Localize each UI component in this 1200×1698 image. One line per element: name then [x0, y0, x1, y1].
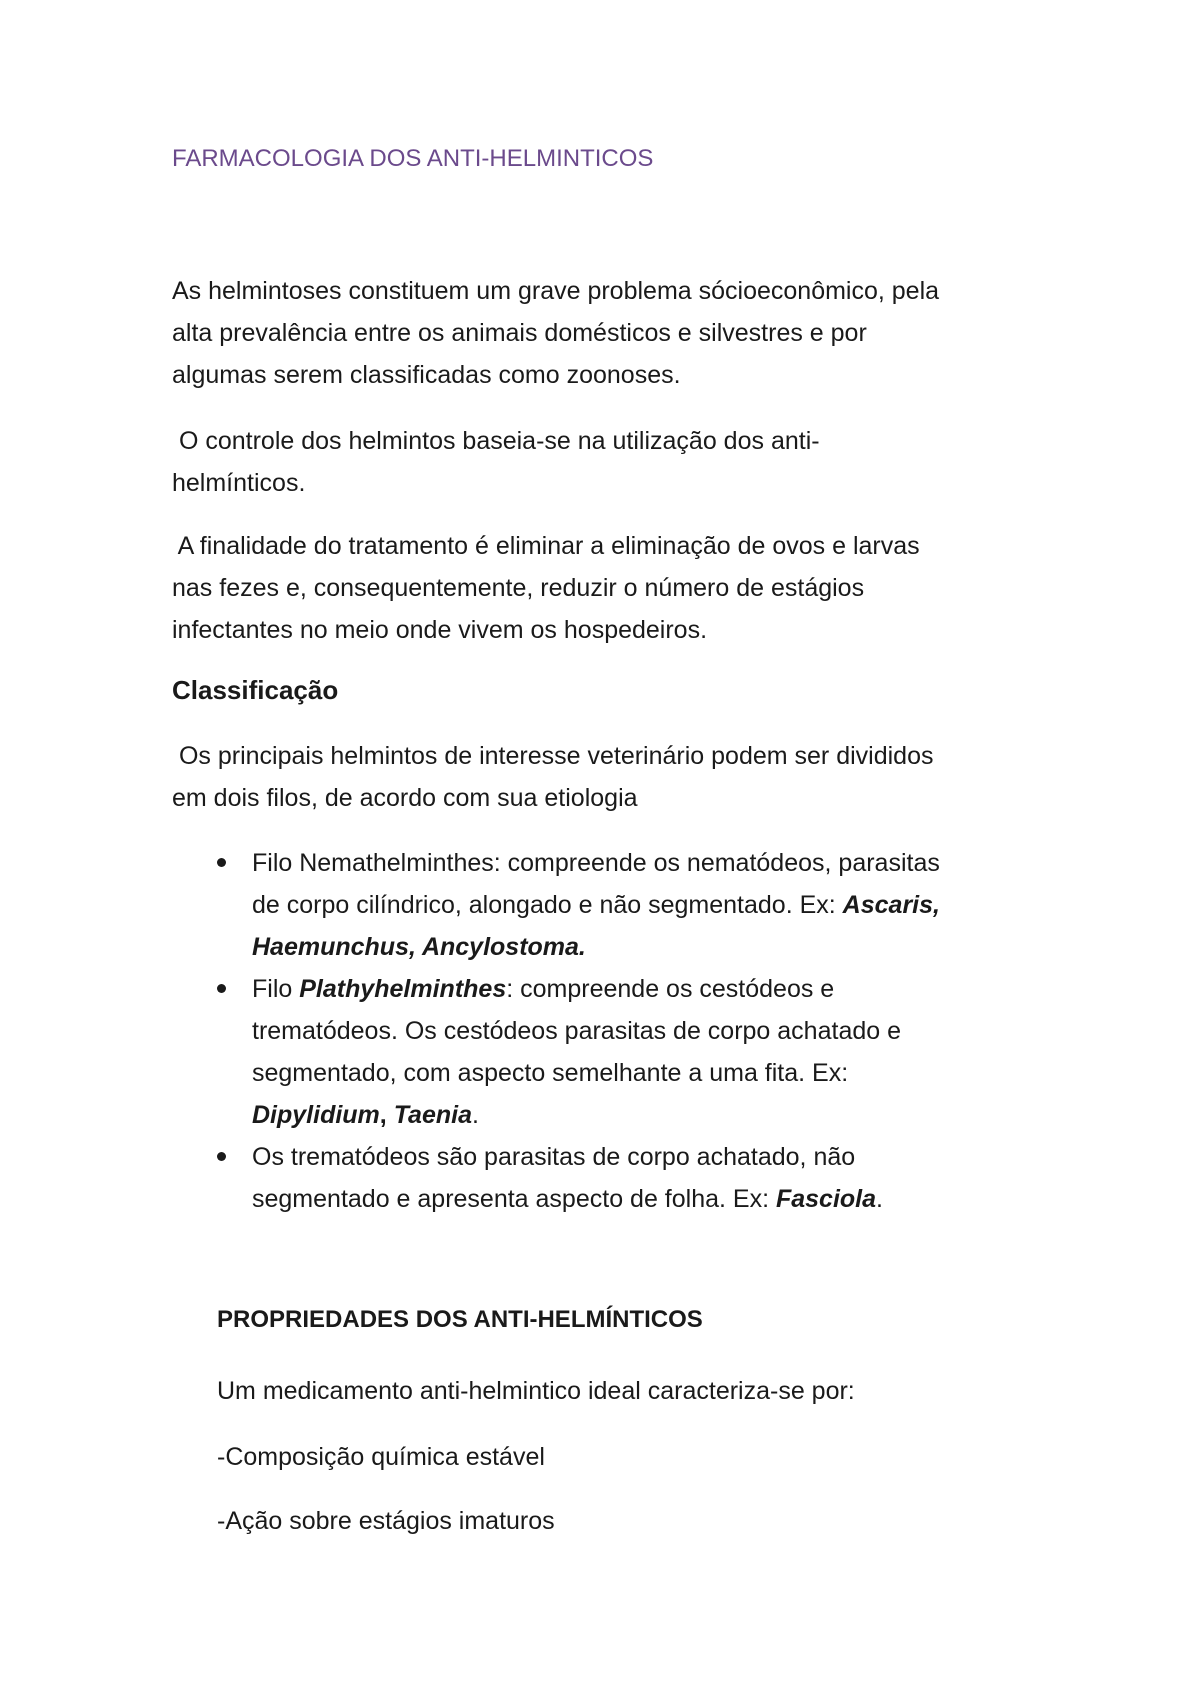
bullet-icon [217, 1152, 226, 1161]
genus-fasciola: Fasciola [775, 1185, 877, 1213]
intro-p1-line2: alta prevalência entre os animais domésticos e silvestres e por [172, 319, 867, 347]
intro-p2-line2: helmínticos. [172, 469, 306, 497]
bullet3-line2-text: segmentado e apresenta aspecto de folha. Ex: [252, 1185, 776, 1213]
bullet2-line2: trematódeos. Os cestódeos parasitas de corpo achatado e [252, 1017, 901, 1045]
intro-p1-line3: algumas serem classificadas como zoonoses. [172, 361, 681, 389]
bullet2-line1 [252, 968, 834, 1010]
intro-p3-line3: infectantes no meio onde vivem os hospedeiros. [172, 616, 708, 644]
bullet2-line1-pre: Filo [252, 975, 300, 1003]
bullet3-end: . [876, 1185, 883, 1213]
bullet2-line4 [252, 1094, 479, 1136]
intro-p3-line2: nas fezes e, consequentemente, reduzir o número de estágios [172, 574, 865, 602]
bullet2-sep: , [379, 1101, 394, 1129]
bullet-icon [217, 984, 226, 993]
bullet1-line1: Filo Nemathelminthes: compreende os nematódeos, parasitas [252, 849, 940, 877]
bullet1-line2 [252, 884, 940, 926]
propriedades-item: -Composição química estável [217, 1443, 545, 1471]
phylum-plathyhelminthes: Plathyhelminthes [299, 975, 507, 1003]
propriedades-item: -Ação sobre estágios imaturos [217, 1507, 555, 1535]
bullet1-line3 [252, 926, 586, 968]
bullet3-line1: Os trematódeos são parasitas de corpo achatado, não [252, 1143, 856, 1171]
bullet1-line2-text: de corpo cilíndrico, alongado e não segmentado. Ex: [252, 891, 843, 919]
intro-p3-line1: A finalidade do tratamento é eliminar a eliminação de ovos e larvas [172, 532, 920, 560]
bullet2-line3: segmentado, com aspecto semelhante a uma fita. Ex: [252, 1059, 849, 1087]
genus-haemunchus-ancylostoma: Haemunchus, Ancylostoma. [252, 933, 586, 961]
classificacao-p-line1: Os principais helmintos de interesse veterinário podem ser divididos [172, 742, 934, 770]
section-heading-propriedades: PROPRIEDADES DOS ANTI-HELMÍNTICOS [217, 1306, 703, 1333]
bullet3-line2 [252, 1178, 883, 1220]
propriedades-intro: Um medicamento anti-helmintico ideal caracteriza-se por: [217, 1377, 855, 1405]
bullet2-line1-post: : compreende os cestódeos e [506, 975, 835, 1003]
bullet2-end: . [471, 1101, 479, 1129]
classificacao-p-line2: em dois filos, de acordo com sua etiologia [172, 784, 638, 812]
genus-ascaris: Ascaris, [842, 891, 940, 919]
genus-taenia: Taenia [393, 1101, 472, 1129]
section-heading-classificacao: Classificação [172, 675, 339, 705]
document-title: FARMACOLOGIA DOS ANTI-HELMINTICOS [172, 145, 654, 172]
genus-dipylidium: Dipylidium [252, 1101, 380, 1129]
intro-p2-line1: O controle dos helmintos baseia-se na utilização dos anti- [172, 427, 820, 455]
bullet-icon [217, 858, 226, 867]
intro-p1-line1: As helmintoses constituem um grave problema sócioeconômico, pela [172, 277, 940, 305]
